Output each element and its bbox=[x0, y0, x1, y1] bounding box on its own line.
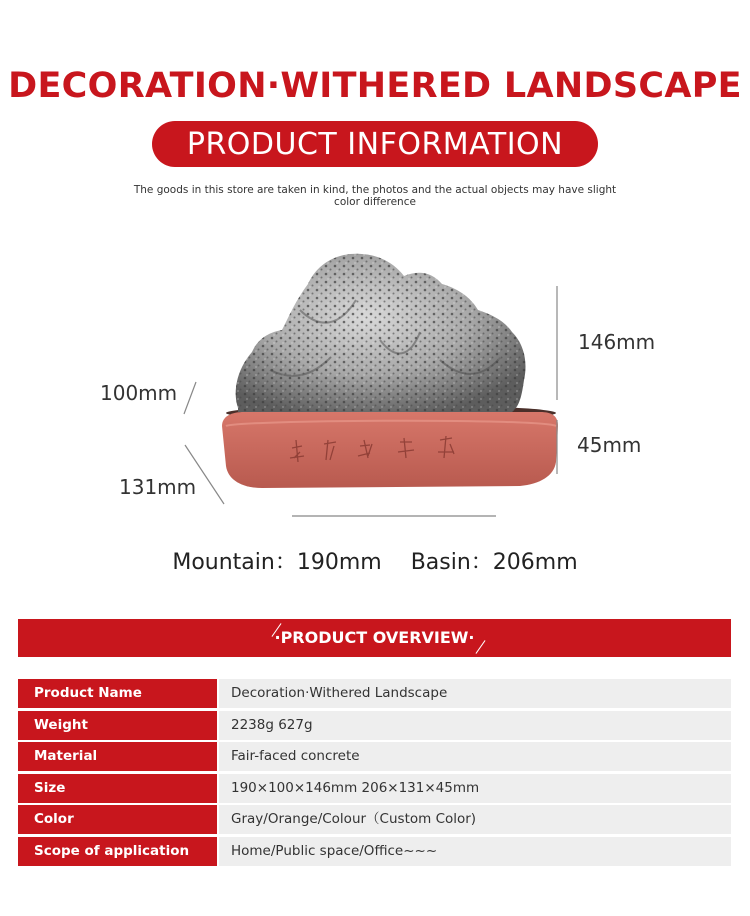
spec-key: Weight bbox=[18, 711, 217, 740]
product-overview-title: ·PRODUCT OVERVIEW· bbox=[274, 628, 475, 647]
main-title: DECORATION·WITHERED LANDSCAPE bbox=[8, 66, 742, 106]
spec-key: Size bbox=[18, 774, 217, 803]
disclaimer-line-1: The goods in this store are taken in kind, the photos and the actual objects may have slight bbox=[133, 184, 617, 196]
height-mountain-label: 146mm bbox=[578, 330, 656, 354]
spec-key: Color bbox=[18, 805, 217, 834]
size-caption bbox=[0, 545, 750, 576]
height-basin-label: 45mm bbox=[577, 433, 642, 457]
spec-table bbox=[18, 679, 731, 868]
spec-row-scope bbox=[18, 837, 731, 866]
spec-row-product-name bbox=[18, 679, 731, 708]
spec-value: Fair-faced concrete bbox=[219, 742, 731, 771]
disclaimer-line-2: color difference bbox=[334, 196, 416, 208]
spec-row-weight bbox=[18, 711, 731, 740]
disclaimer bbox=[100, 184, 650, 208]
depth-line-mountain bbox=[184, 382, 196, 414]
product-information-banner: PRODUCT INFORMATION bbox=[152, 121, 598, 167]
spec-row-size bbox=[18, 774, 731, 803]
spec-row-material bbox=[18, 742, 731, 771]
spec-key: Scope of application bbox=[18, 837, 217, 866]
spec-value: Home/Public space/Office~~~ bbox=[219, 837, 731, 866]
product-overview-bar bbox=[18, 619, 731, 657]
spec-key: Material bbox=[18, 742, 217, 771]
spec-value: Decoration·Withered Landscape bbox=[219, 679, 731, 708]
spec-value: 2238g 627g bbox=[219, 711, 731, 740]
depth-basin-label: 131mm bbox=[119, 475, 197, 499]
spec-value: Gray/Orange/Colour（Custom Color) bbox=[219, 805, 731, 834]
mountain-size: Mountain：190mm bbox=[172, 550, 382, 575]
spec-value: 190×100×146mm 206×131×45mm bbox=[219, 774, 731, 803]
rock bbox=[236, 254, 526, 412]
basin-size: Basin：206mm bbox=[410, 550, 578, 575]
depth-mountain-label: 100mm bbox=[100, 381, 178, 405]
spec-key: Product Name bbox=[18, 679, 217, 708]
spec-row-color bbox=[18, 805, 731, 834]
